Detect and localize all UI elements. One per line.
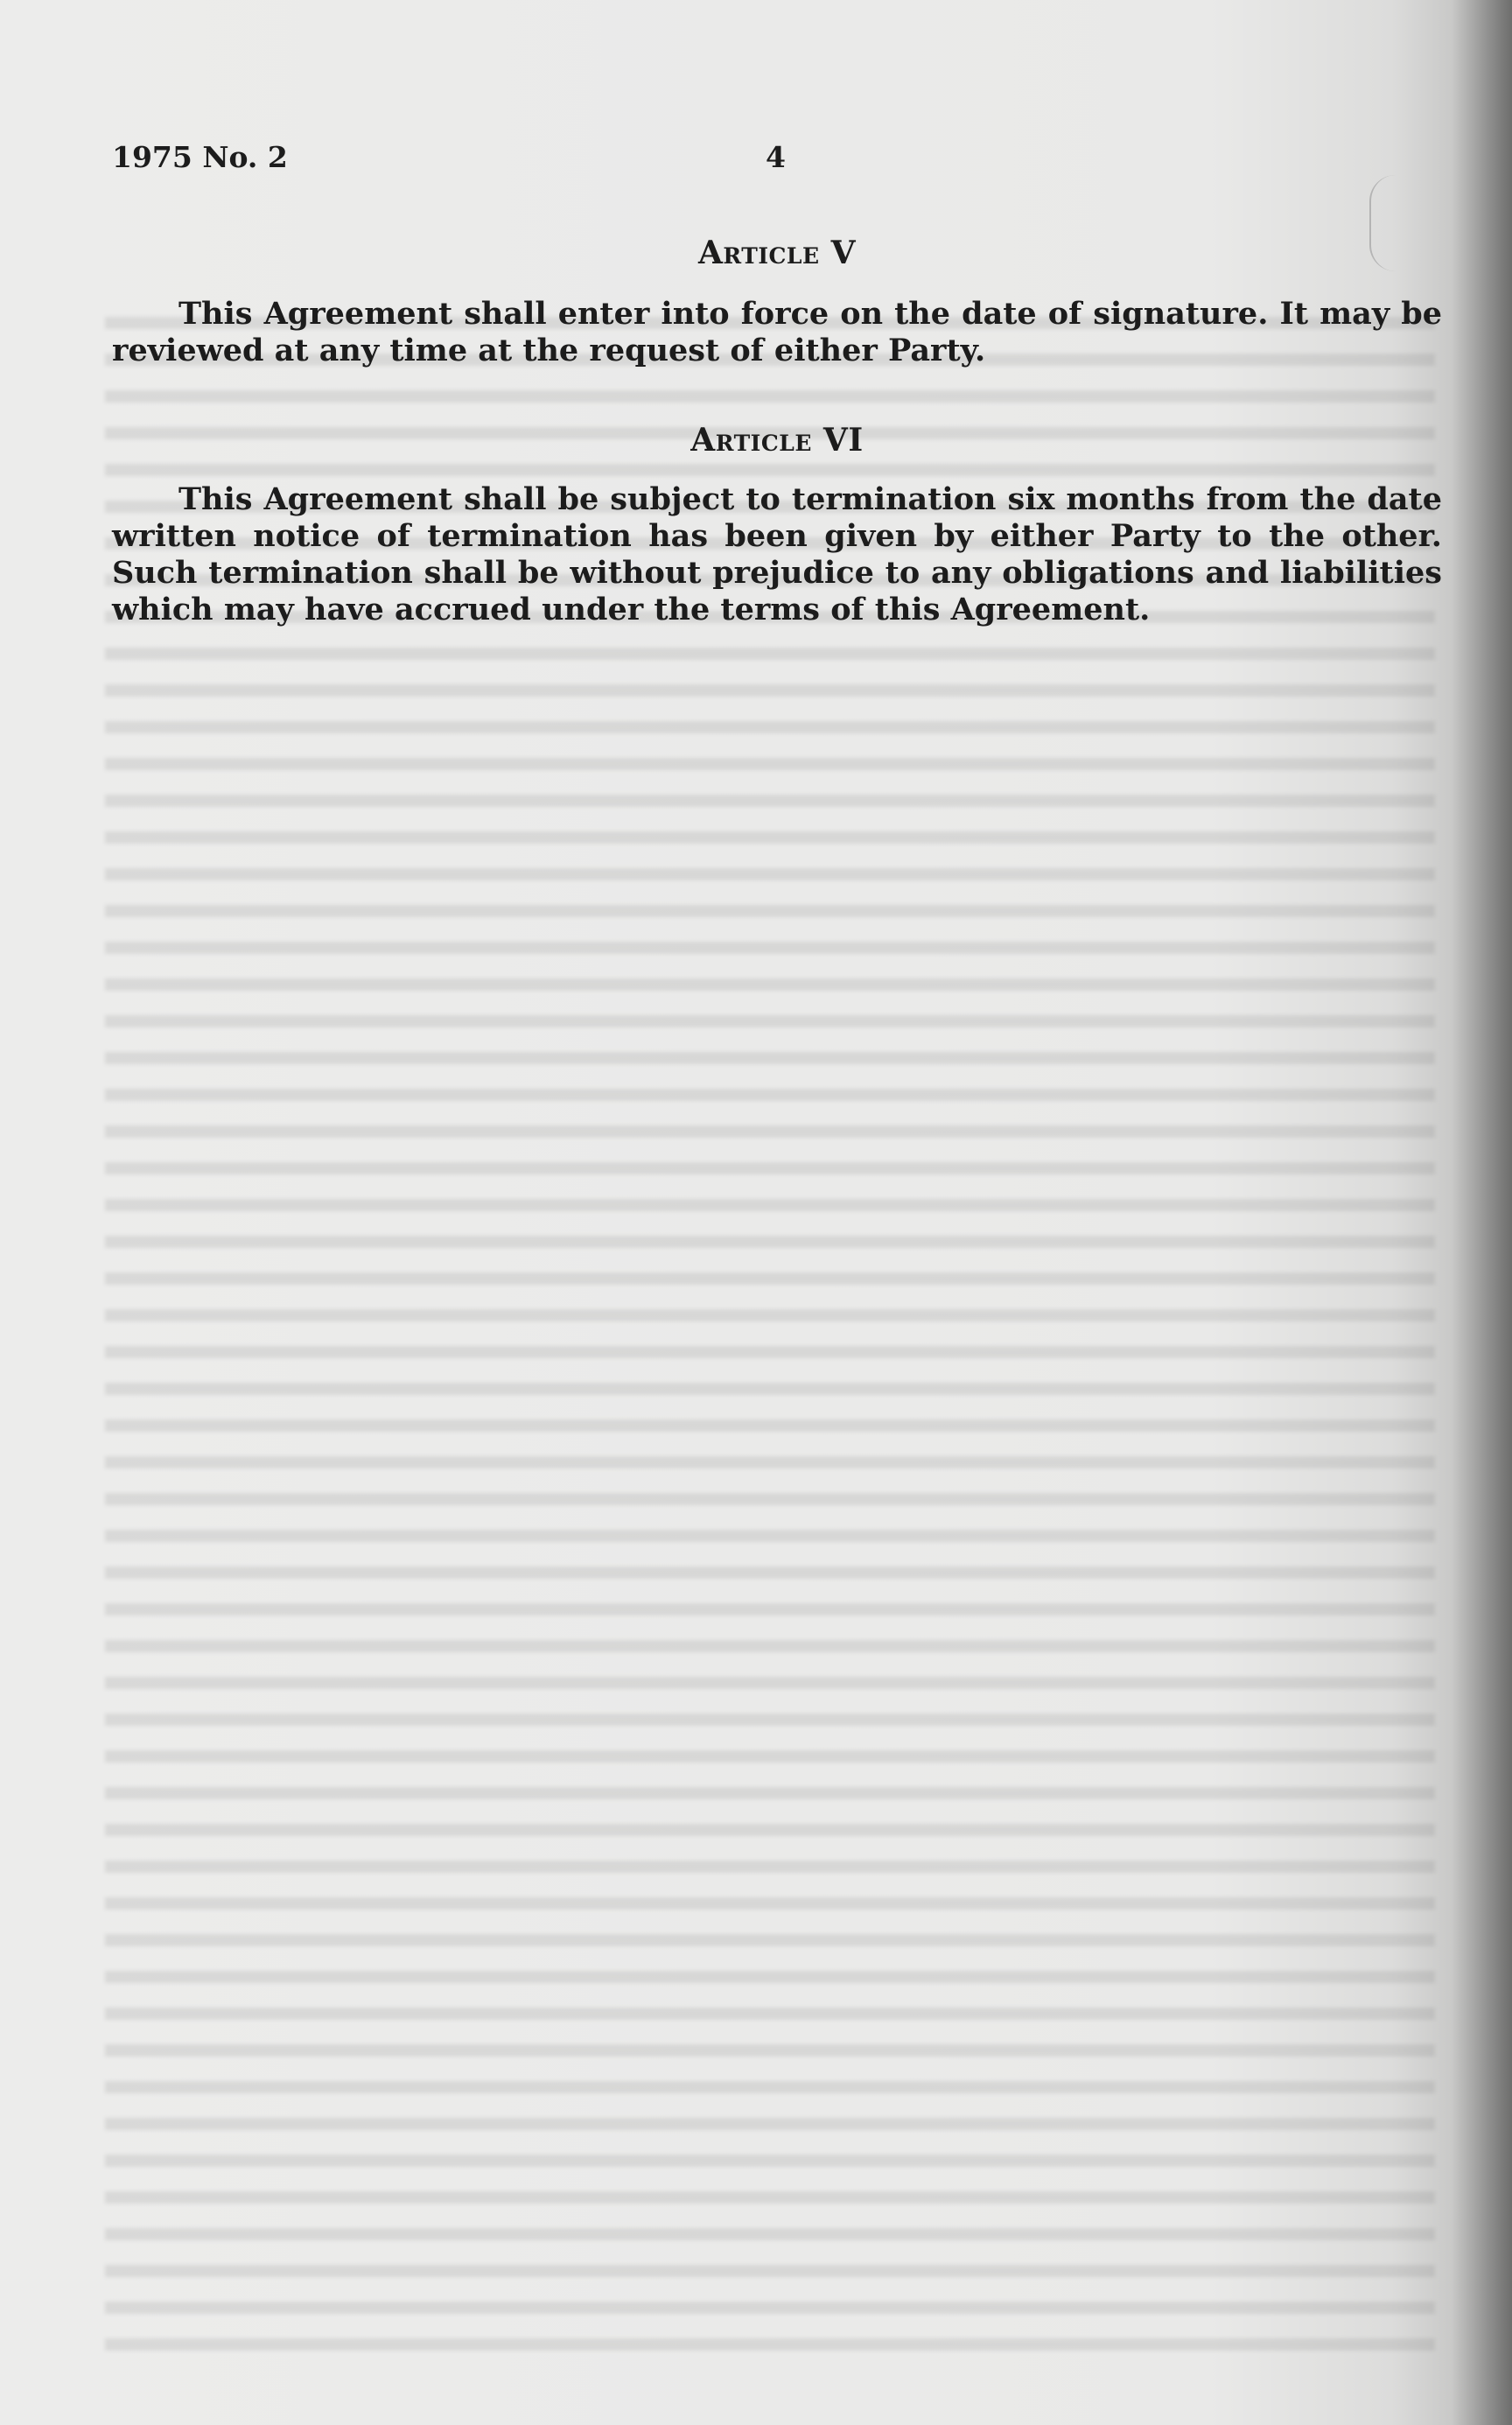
page-number: 4 xyxy=(766,140,786,174)
page-header xyxy=(112,140,1442,175)
article-v-heading-text: Article V xyxy=(697,235,857,271)
article-vi-paragraph: This Agreement shall be subject to termination six months from the date written notice of termination has been given by either Party to the other. Such termination shall be without prejudice to any obligations and liabilities which may have accrued under the terms of this Agreement. xyxy=(112,481,1442,627)
statute-year-number: 1975 No. 2 xyxy=(112,140,288,174)
article-vi-heading-text: Article VI xyxy=(690,422,864,459)
article-v-paragraph: This Agreement shall enter into force on the date of signature. It may be reviewed at any time at the request of either Party. xyxy=(112,296,1442,368)
article-vi-heading xyxy=(112,422,1442,459)
article-v-heading xyxy=(112,235,1442,271)
